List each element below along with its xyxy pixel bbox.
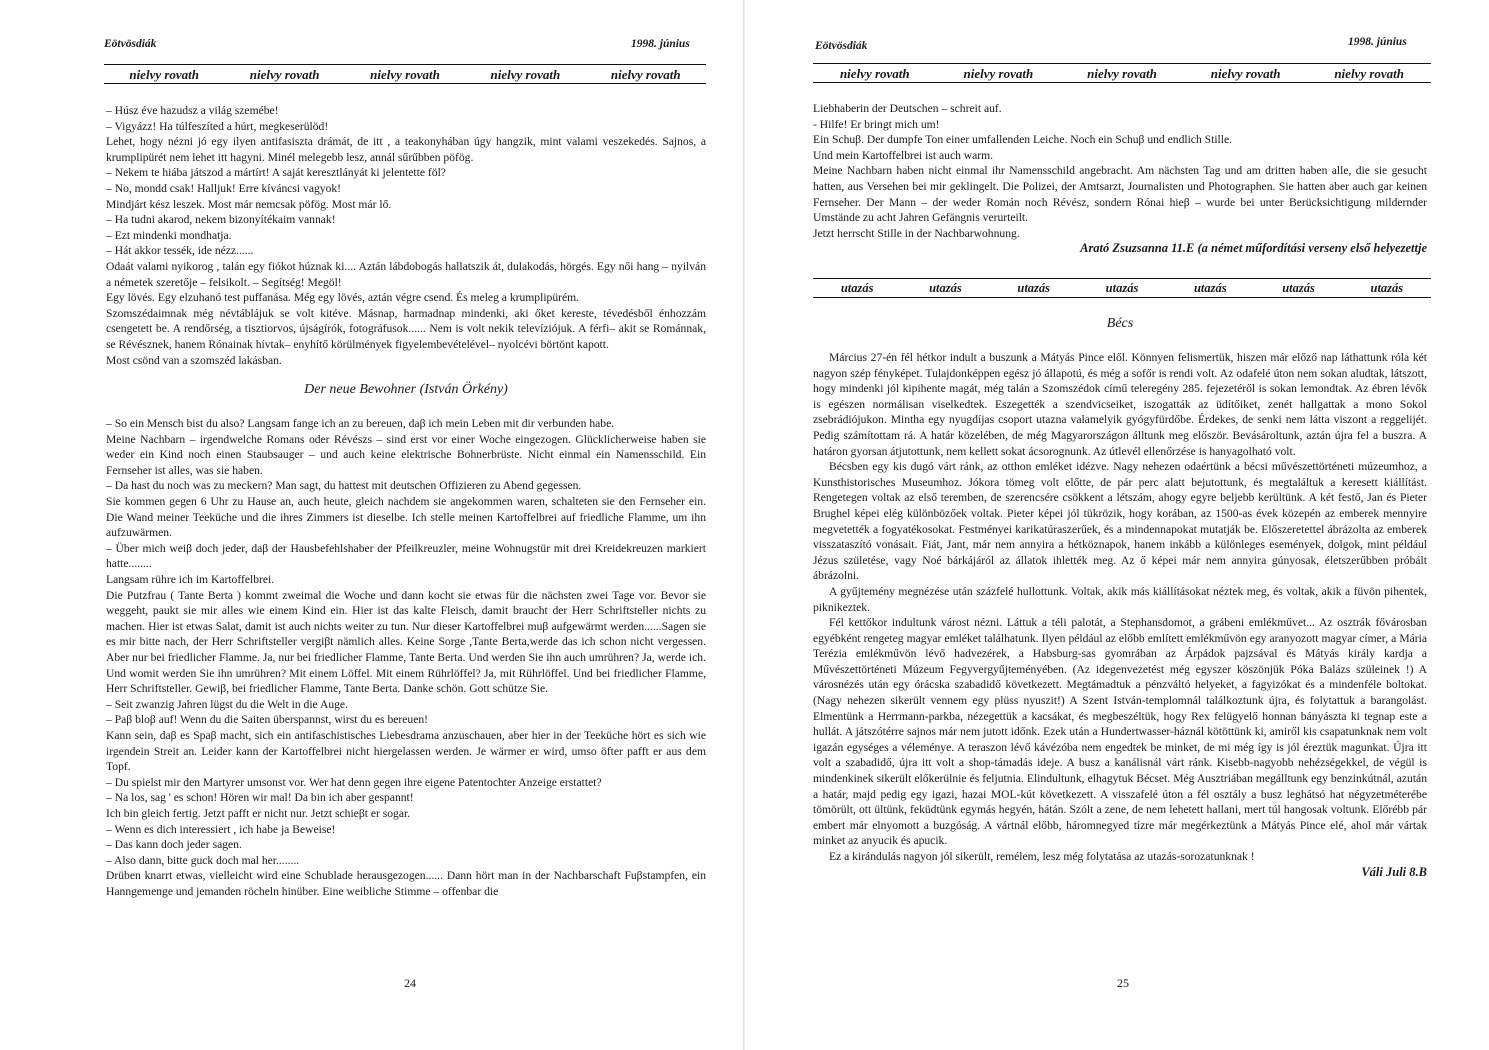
paragraph: Drüben knarrt etwas, vielleicht wird eine Schublade herausgezogen...... Dann hört man in der Nachbarschaft Fuβstampfen, ein Hanngemenge und jemanden röcheln hinüber. Eine weibliche Stimme – offenbar die <box>106 869 706 898</box>
page-number: 25 <box>1117 976 1129 990</box>
rubric-label: nielvy rovath <box>490 67 561 82</box>
rubric-label: nielvy rovath <box>1210 66 1281 81</box>
right-page <box>745 0 1489 1050</box>
rubric-label: utazás <box>1282 281 1315 295</box>
paragraph: – So ein Mensch bist du also? Langsam fange ich an zu bereuen, daβ ich mein Leben mit dir verbunden habe. <box>106 417 615 431</box>
travel-rubric-bar <box>813 278 1431 298</box>
paragraph: Fél kettőkor indultunk várost nézni. Láttuk a téli palotát, a Stephansdomot, a grábeni emlékművet... Az osztrák fővárosban egyébként rengeteg magyar emléket találhatunk. Ilyen például az előbb említett emlékművön egy aranyozott magyar címer, a Mária Terézia emlékművön lévő hadvezérek, a Habsburg-sas gyomrában az Árpádok pajzsával és Mátyás király kardja a Művészettörténeti Múzeum Fegyvergyűjteményében. (Az idegenvezetést még egyszer köszönjük Póka Balázs szüleinek !) A városnézés után egy órácska szabadidő következett. Megtámadtuk a pénzváltó helyeket, a fagyizókat és a mindenféle boltokat. (Nagy nehezen sikerült vennem egy plüss nyuszit!) A Szent István-templomnál találkoztunk újra, és folytattuk a barangolást. Elmentünk a Herrmann-parkba, nézegettük a kacsákat, és megbeszéltük, hogy Rex felügyelő honnan bányászta ki tegnap este a hullát. A játszótérre sajnos már nem jutott időnk. Ezek után a Hundertwasser-háznál kötöttünk ki, amiről kis csapatunknak nem volt igazán egységes a véleménye. A teraszon lévő kávézóba nem engedtek be minket, de mi még így is jól éreztük magunkat. Újra itt volt a szabadidő, újra itt volt a shop-támadás ideje. A busz a kanálisnál várt ránk. Kisebb-nagyobb nehézségekkel, de végül is mindenkinek sikerült előkerülnie és feljutnia. Elindultunk, elhagytuk Bécset. Még Ausztriában megálltunk egy benzinkútnál, azután a határ, majd pedig egy igazi, hazai MOL-kút következett. A visszafelé úton a fél osztály a busz leghátsó hat négyzetméterébe tömörült, ott ültünk, feküdtünk egymás hegyén, hátán. Szólt a zene, de nem lehetett hallani, mert túl hangosak voltunk. Előrébb pár embert már elnyomott a buzgóság. A vártnál előbb, háromnegyed tízre már megérkeztünk a Mátyás Pince elé, ahol már vártak minket az anyucik és apucik. <box>813 616 1427 848</box>
paragraph: Mindjárt kész leszek. Most már nemcsak pöfög. Most már lő. <box>106 197 392 211</box>
author-signature: Váli Juli 8.B <box>1361 864 1427 879</box>
paragraph: - Hilfe! Er bringt mich um! <box>813 117 940 131</box>
rubric-label: utazás <box>1193 281 1227 295</box>
rubric-label: utazás <box>840 281 874 295</box>
article-title: Bécs <box>1106 316 1134 331</box>
paragraph: Meine Nachbarn haben nicht einmal ihr Namensschild angebracht. Am nächsten Tag und am dritten haben alle, die sie gesucht hatten, aus Versehen bei mir geklingelt. Die Polizei, der Amtsarzt, Journalisten und Photographen. Sie hatten aber auch gar keinen Fernseher. Der Mann – der weder Román noch Révész, sondern Rónai hieβ – wurde bei unter Berücksichtigung mildernder Umstände zu acht Jahren Gefängnis verurteilt. <box>813 164 1427 225</box>
paragraph: – Das kann doch jeder sagen. <box>106 838 242 852</box>
paragraph: Ich bin gleich fertig. Jetzt pafft er nicht nur. Jetzt schieβt er sogar. <box>106 806 411 820</box>
article-continuation <box>813 101 1427 257</box>
paragraph: – Nekem te hiába játszod a mártírt! A saját keresztlányát ki jelentette föl? <box>106 166 446 180</box>
rubric-label: nielvy rovath <box>249 67 320 82</box>
rubric-label: nielvy rovath <box>610 67 681 82</box>
rubric-bar <box>104 64 706 84</box>
paragraph: – Da hast du noch was zu meckern? Man sagt, du hattest mit deutschen Offizieren zu Abend gegessen. <box>106 479 582 493</box>
rubric-label: utazás <box>1105 281 1139 295</box>
page-number: 24 <box>404 976 416 990</box>
travel-article <box>813 316 1427 880</box>
paragraph: Egy lövés. Egy elzuhanó test puffanása. Még egy lövés, aztán végre csend. És meleg a krumplipürém. <box>106 291 580 305</box>
paragraph: Lehet, hogy nézni jó egy ilyen antifasiszta drámát, de itt , a teakonyhában úgy hangzik, mint valami veszekedés. Sajnos, a krumplipürét nem lehet itt hagyni. Minél melegebb lesz, annál sűrűbben pöfög. <box>106 135 706 164</box>
paragraph: Ein Schuβ. Der dumpfe Ton einer umfallenden Leiche. Noch ein Schuβ und endlich Stille. <box>813 133 1233 147</box>
paragraph: Kann sein, daβ es Spaβ macht, sich ein antifaschistisches Liebesdrama anzuschauen, aber hier in der Teeküche hört es sich wie irgendein Streit an. Leider kann der Kartoffelbrei nicht hiergelassen werden. Je wärmer er wird, umso öfter pafft er aus dem Topf. <box>106 728 706 774</box>
paragraph: – Ezt mindenki mondhatja. <box>106 228 232 242</box>
paragraph: – Über mich weiβ doch jeder, daβ der Hausbefehlshaber der Pfeilkreuzler, meine Wohnugstür mit drei Kreidekreuzen markiert hatte........ <box>106 541 706 571</box>
paragraph: – Seit zwanzig Jahren lügst du die Welt in die Auge. <box>106 697 348 711</box>
paragraph: Die Putzfrau ( Tante Berta ) kommt zweimal die Woche und dann kocht sie etwas für die nächsten zwei Tage vor. Bevor sie weggeht, paukt sie mir alles wie einem Kind ein. Hier ist das kalte Fleisch, damit braucht der Herr Schriftsteller nichts zu machen. Hier ist etwas Salat, damit ist auch nichts weiter zu tun. Nur dieser Kartoffelbrei muβ aufgewärmt werden......Sagen sie es mir bitte nach, der Herr Schriftsteller vergiβt nämlich alles. Keine Sorge ,Tante Berta,werde das ich schon nicht vergessen. Aber nur bei friedlicher Flamme. Ja, nur bei friedlicher Flamme, Tante Berta. Und werden Sie ihn auch umrühren? Ja, werde ich. Und womit werden Sie ihn umrühren? Mit einem Löffel. Mit einem Rührlöffel? Ja, mit Rührlöffel. Und bei friedlicher Flamme, Herr Schriftsteller. Gewiβ, bei friedlicher Flamme, Tante Berta. Danke schön. Gott schütze Sie. <box>106 588 706 696</box>
paragraph: – Du spielst mir den Martyrer umsonst vor. Wer hat denn gegen ihre eigene Patentochter Anzeige erstattet? <box>106 775 602 789</box>
paragraph: – Ha tudni akarod, nekem bizonyítékaim vannak! <box>106 213 336 227</box>
rubric-label: nielvy rovath <box>963 66 1034 81</box>
translator-signature: Arató Zsuzsanna 11.E (a német műfordítási verseny első helyezettje <box>1080 241 1427 256</box>
rubric-label: nielvy rovath <box>129 67 200 82</box>
paragraph: Jetzt herrscht Stille in der Nachbarwohnung. <box>813 226 1020 240</box>
paragraph: Langsam rühre ich im Kartoffelbrei. <box>106 573 275 587</box>
paragraph: – Hát akkor tessék, ide nézz...... <box>106 244 254 258</box>
article-title: Der neue Bewohner (István Örkény) <box>304 382 508 398</box>
paragraph: Und mein Kartoffelbrei ist auch warm. <box>813 148 994 162</box>
paragraph: Most csönd van a szomszéd lakásban. <box>106 353 282 367</box>
header-date: 1998. június <box>1348 36 1407 48</box>
rubric-label: utazás <box>1370 281 1404 295</box>
rubric-label: nielvy rovath <box>370 67 440 82</box>
paragraph: – Húsz éve hazudsz a világ szemébe! <box>106 104 279 117</box>
paragraph: Liebhaberin der Deutschen – schreit auf. <box>813 102 1002 115</box>
paragraph: Meine Nachbarn – irgendwelche Romans oder Révészs – sind erst vor einer Woche eingezogen. Glücklicherweise haben sie weder ein Kind noch einen Staubsauger – und auch keine elektrische Bohnerbrüste. Nicht einmal ein Namensschild. Ein Fernseher ist alles, was sie haben. <box>106 432 706 477</box>
left-page <box>0 0 744 1050</box>
rubric-label: nielvy rovath <box>1087 66 1157 81</box>
paragraph: A gyűjtemény megnézése után százfelé hullottunk. Voltak, akik más kiállításokat néztek meg, és voltak, akik a füvön pihentek, piknikeztek. <box>813 584 1427 614</box>
paragraph: – Paβ bloβ auf! Wenn du die Saiten überspannst, wirst du es bereuen! <box>106 713 428 727</box>
paragraph: Március 27-én fél hétkor indult a buszunk a Mátyás Pince elől. Könnyen felismertük, hiszen már előző nap láthattunk róla két nagyon szép fényképet. Tulajdonképpen egész jó állapotú, és még a sofőr is rendi volt. Az odafelé úton nem sokan aludtak, látszott, hogy mindenki jól kipihente magát, még talán a Szomszédok című teleregény 285. fejezetéről is sokan lemondtak. Az ébren lévők is egészen normálisan viselkedtek. Eszegették a szendvicseiket, iszogatták az üdítőiket, zenét hallgattak a mono Sokol zsebrádiójukon. Mintha egy nyugdíjas csoport utazna valamelyik gyógyfürdőbe. Érdekes, de senki nem látta viszont a reggelijét. Pedig számítottam rá. A határ közelében, de még Magyarországon álltunk meg először. Bevásároltunk, aztán újra fel a buszra. A határon gyorsan átjutottunk, nem kellett sokat ácsorognunk. Az útlevél ellenőrzése is hanyagolható volt. <box>813 351 1427 458</box>
paragraph: – Vigyázz! Ha túlfeszíted a húrt, megkeserülöd! <box>106 119 329 133</box>
header-date: 1998. június <box>631 38 690 50</box>
paragraph: Odaát valami nyikorog , talán egy fiókot húznak ki.... Aztán lábdobogás hallatszik át, dulakodás, hörgés. Egy női hang – nyilván a németek szeretője – felsikolt. – Segítség! Megöl! <box>106 259 706 289</box>
header-title: Eötvösdiák <box>104 38 157 50</box>
rubric-label: utazás <box>1017 281 1051 295</box>
paragraph: – Na los, sag ' es schon! Hören wir mal! Da bin ich aber gespannt! <box>106 791 414 805</box>
paragraph: Ez a kirándulás nagyon jól sikerült, remélem, lesz még folytatása az utazás-sorozatunknak ! <box>829 850 1255 863</box>
rubric-label: utazás <box>929 281 962 295</box>
paragraph: – Also dann, bitte guck doch mal her........ <box>106 853 300 867</box>
article-body <box>106 103 706 900</box>
paragraph: Bécsben egy kis dugó várt ránk, az otthon emléket idézve. Nagy nehezen odaértünk a bécsi művészettörténeti múzeumhoz, a Kunsthistorisches Museumhoz. Jókora tömeg volt előtte, de pár perc alatt bejutottunk, és megtaláltuk a keresett kiállítást. Rengetegen voltak az első teremben, de szerencsére csökkent a létszám, ahogy egyre beljebb kerültünk. A két festő, Jan és Pieter Brughel képei elég különbözőek voltak. Pieter képei jól tükrözik, hogy korában, az 1500-as évek közepén az emberek mennyire megvetették a fogyatékosokat. Festményei karikatúraszerűek, és a mindennapokat mutatják be. Előszeretettel ábrázolta az emberek visszataszító vonásait. Fiát, Jant, már nem annyira a hétköznapok, hanem inkább a különleges események, dolgok, mint például Jézus születése, vagy Noé bárkájáról az állatok ihlették meg. Az ő képei már nem annyira gúnyosak, életszerűbben próbált ábrázolni. <box>813 460 1427 583</box>
rubric-bar <box>813 63 1431 83</box>
paragraph: Szomszédaimnak még névtáblájuk se volt kitéve. Másnap, harmadnap mindenki, aki őket kereste, tévedésből énhozzám csengetett be. A rendőrség, a tisztiorvos, újságírók, fotográfusok...... Nem is volt nekik televíziójuk. A férfi– akit se Románnak, se Révésznek, hanem Rónainak hívtak– enyhítő körülmények figyelembevételével– nyolcévi börtönt kapott. <box>106 306 706 351</box>
paragraph: – No, mondd csak! Halljuk! Erre kíváncsi vagyok! <box>106 181 342 195</box>
paragraph: – Wenn es dich interessiert , ich habe ja Beweise! <box>106 822 336 836</box>
rubric-label: nielvy rovath <box>1334 66 1405 81</box>
paragraph: Sie kommen gegen 6 Uhr zu Hause an, auch heute, gleich nachdem sie angekommen waren, schalteten sie den Fernseher ein. Die Wand meiner Teeküche und die ihres Zimmers ist dieselbe. Ich stelle meinen Kartoffelbrei auf friedliche Flamme, um ihn aufzuwärmen. <box>106 495 706 540</box>
header-title: Eötvösdiák <box>815 40 868 52</box>
rubric-label: nielvy rovath <box>839 66 910 81</box>
